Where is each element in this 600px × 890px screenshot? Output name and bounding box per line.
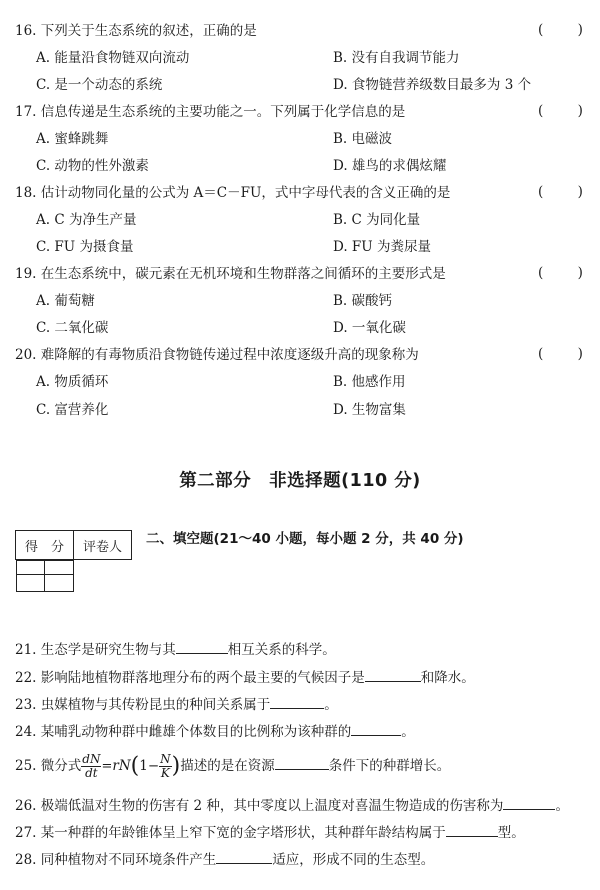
question-20-stem: 20. 难降解的有毒物质沿食物链传递过程中浓度逐级升高的现象称为 (15, 347, 419, 363)
q19-option-d[interactable]: D. 一氧化碳 (333, 320, 406, 336)
q18-option-b[interactable]: B. C 为同化量 (333, 212, 421, 228)
answer-bracket-18[interactable]: ( ) (538, 184, 583, 200)
q20-option-b[interactable]: B. 他感作用 (333, 374, 406, 390)
q17-option-a[interactable]: A. 蜜蜂跳舞 (36, 131, 109, 147)
q16-option-b[interactable]: B. 没有自我调节能力 (333, 50, 460, 66)
q17-option-c[interactable]: C. 动物的性外激素 (36, 158, 149, 174)
blank-22[interactable] (365, 667, 421, 682)
score-header: 得 分 (16, 531, 74, 560)
answer-bracket-19[interactable]: ( ) (538, 265, 583, 281)
q16-option-a[interactable]: A. 能量沿食物链双向流动 (36, 50, 190, 66)
question-27: 27. 某一种群的年龄锥体呈上窄下宽的金字塔形状，其种群年龄结构属于 型。 (15, 822, 525, 842)
question-26: 26. 极端低温对生物的伤害有 2 种，其中零度以上温度对喜温生物造成的伤害称为 。 (15, 795, 569, 815)
blank-26[interactable] (503, 795, 555, 810)
answer-bracket-20[interactable]: ( ) (538, 346, 583, 362)
question-25: 25. 微分式 $\frac{dN}{dt}$ =rN(1− $\frac{N}{K}$ )描述的是在资源 条件下的种群增长。 (15, 752, 451, 780)
question-16-stem: 16. 下列关于生态系统的叙述，正确的是 (15, 23, 257, 39)
section-heading: 二、填空题(21～40 小题，每小题 2 分，共 40 分) (146, 531, 464, 547)
question-22: 22. 影响陆地植物群落地理分布的两个最主要的气候因子是 和降水。 (15, 667, 475, 687)
q18-option-a[interactable]: A. C 为净生产量 (36, 212, 137, 228)
q19-option-b[interactable]: B. 碳酸钙 (333, 293, 393, 309)
grader-cell[interactable] (45, 561, 74, 592)
question-17-stem: 17. 信息传递是生态系统的主要功能之一。下列属于化学信息的是 (15, 104, 406, 120)
grader-header: 评卷人 (74, 531, 132, 560)
q16-option-c[interactable]: C. 是一个动态的系统 (36, 77, 163, 93)
logistic-formula: $\frac{dN}{dt}$ =rN(1− $\frac{N}{K}$ ) (82, 752, 181, 780)
q18-option-c[interactable]: C. FU 为摄食量 (36, 239, 134, 255)
blank-21[interactable] (176, 639, 228, 654)
question-28: 28. 同种植物对不同环境条件产生 适应，形成不同的生态型。 (15, 849, 434, 869)
blank-23[interactable] (270, 694, 324, 709)
q19-option-a[interactable]: A. 葡萄糖 (36, 293, 95, 309)
question-18-stem: 18. 估计动物同化量的公式为 A＝C－FU，式中字母代表的含义正确的是 (15, 185, 451, 201)
part-title: 第二部分 非选择题(110 分) (179, 471, 421, 491)
q16-option-d[interactable]: D. 食物链营养级数目最多为 3 个 (333, 77, 532, 93)
question-21: 21. 生态学是研究生物与其 相互关系的科学。 (15, 639, 336, 659)
q20-option-c[interactable]: C. 富营养化 (36, 402, 109, 418)
score-cell[interactable] (16, 561, 45, 592)
q17-option-d[interactable]: D. 雄鸟的求偶炫耀 (333, 158, 447, 174)
q20-option-a[interactable]: A. 物质循环 (36, 374, 109, 390)
question-19-stem: 19. 在生态系统中，碳元素在无机环境和生物群落之间循环的主要形式是 (15, 266, 446, 282)
blank-24[interactable] (351, 721, 401, 736)
q19-option-c[interactable]: C. 二氧化碳 (36, 320, 109, 336)
score-table (15, 530, 132, 579)
blank-28[interactable] (216, 849, 272, 864)
answer-bracket-16[interactable]: ( ) (538, 22, 583, 38)
blank-25[interactable] (275, 755, 329, 770)
q17-option-b[interactable]: B. 电磁波 (333, 131, 393, 147)
q20-option-d[interactable]: D. 生物富集 (333, 402, 406, 418)
q18-option-d[interactable]: D. FU 为粪尿量 (333, 239, 431, 255)
answer-bracket-17[interactable]: ( ) (538, 103, 583, 119)
question-24: 24. 某哺乳动物种群中雌雄个体数目的比例称为该种群的 。 (15, 721, 415, 741)
question-23: 23. 虫媒植物与其传粉昆虫的种间关系属于 。 (15, 694, 338, 714)
blank-27[interactable] (446, 822, 498, 837)
